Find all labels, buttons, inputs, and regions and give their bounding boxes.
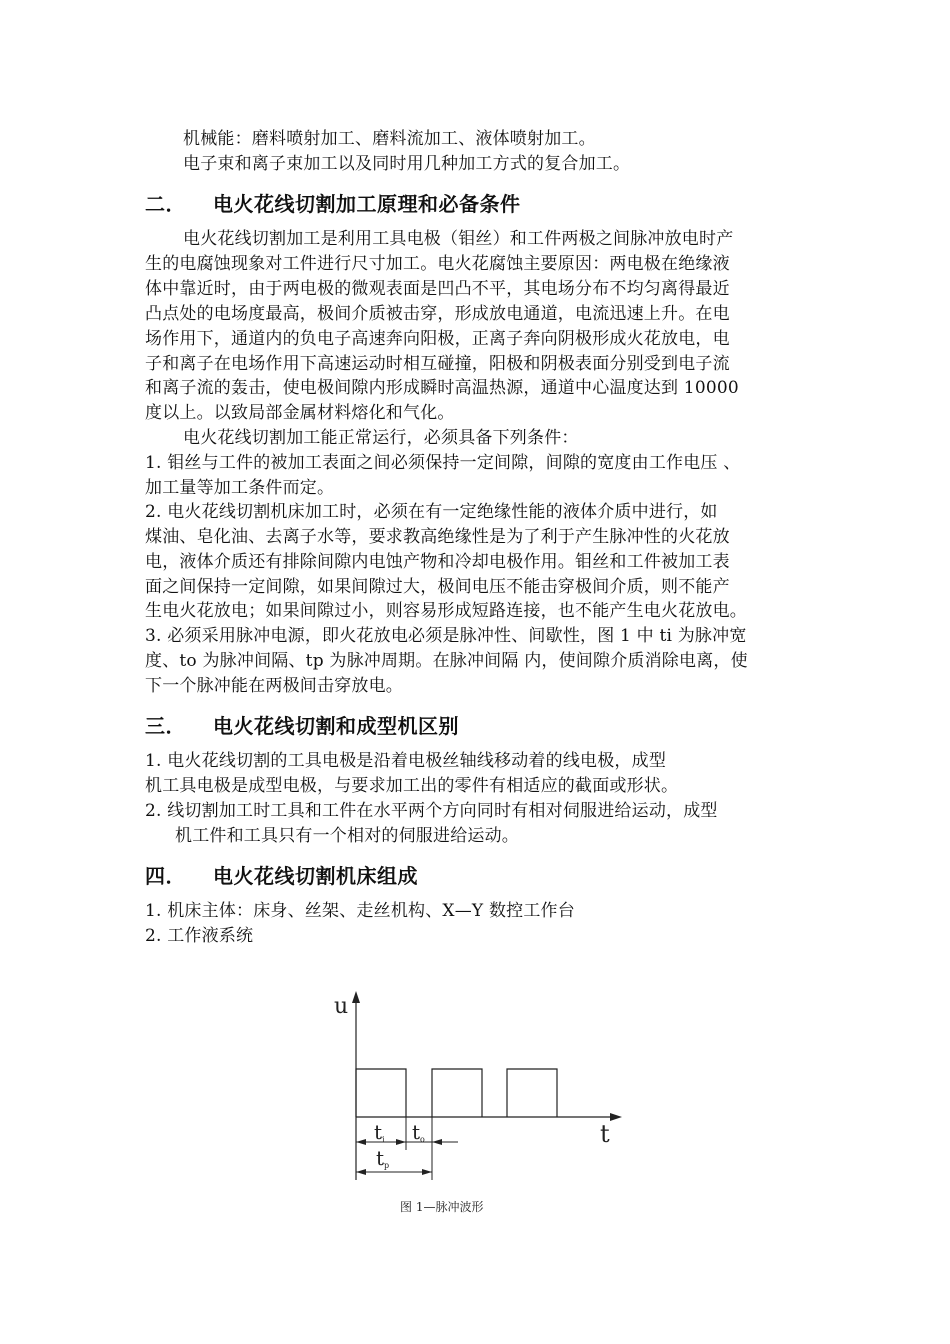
section-number: 四． bbox=[145, 864, 186, 888]
section-heading-4 bbox=[145, 860, 418, 889]
section-title: 电火花线切割和成型机区别 bbox=[213, 714, 459, 738]
paragraph-line: 加工量等加工条件而定。 bbox=[145, 478, 335, 498]
list-item: 2. 工作液系统 bbox=[145, 926, 254, 946]
paragraph-line: 机工件和工具只有一个相对的伺服进给运动。 bbox=[175, 826, 519, 846]
pulse-2 bbox=[432, 1069, 482, 1117]
list-item: 3. 必须采用脉冲电源，即火花放电必须是脉冲性、间歇性，图 1 中 ti 为脉冲宽 bbox=[145, 626, 747, 646]
paragraph-line: 体中靠近时，由于两电极的微观表面是凹凸不平，其电场分布不均匀离得最近 bbox=[145, 279, 730, 299]
paragraph-line: 生电火花放电；如果间隙过小，则容易形成短路连接，也不能产生电火花放电。 bbox=[145, 601, 747, 621]
y-axis-arrow bbox=[352, 991, 360, 1003]
paragraph-line: 场作用下，通道内的负电子高速奔向阳极，正离子奔向阴极形成火花放电，电 bbox=[145, 329, 730, 349]
list-item: 2. 线切割加工时工具和工件在水平两个方向同时有相对伺服进给运动，成型 bbox=[145, 801, 718, 821]
paragraph-line: 电火花线切割加工能正常运行，必须具备下列条件： bbox=[183, 428, 579, 448]
paragraph-line: 度以上。以致局部金属材料熔化和气化。 bbox=[145, 403, 455, 423]
list-item: 1. 电火花线切割的工具电极是沿着电极丝轴线移动着的线电极，成型 bbox=[145, 751, 667, 771]
y-axis-label: u bbox=[334, 994, 349, 1019]
section-title: 电火花线切割加工原理和必备条件 bbox=[213, 192, 521, 216]
list-item: 1. 机床主体：床身、丝架、走丝机构、X—Y 数控工作台 bbox=[145, 901, 575, 921]
paragraph-line: 度、to 为脉冲间隔、tp 为脉冲周期。在脉冲间隔 内，使间隙介质消除电离，使 bbox=[145, 651, 748, 671]
paragraph-line: 电火花线切割加工是利用工具电极（钼丝）和工件两极之间脉冲放电时产 bbox=[183, 229, 734, 249]
list-item: 1. 钼丝与工件的被加工表面之间必须保持一定间隙，间隙的宽度由工作电压 、 bbox=[145, 453, 741, 473]
x-axis-label: t bbox=[600, 1120, 610, 1148]
tp-label: tp bbox=[376, 1146, 390, 1170]
paragraph-line: 和离子流的轰击，使电极间隙内形成瞬时高温热源，通道中心温度达到 10000 bbox=[145, 378, 739, 398]
list-item: 2. 电火花线切割机床加工时，必须在有一定绝缘性能的液体介质中进行，如 bbox=[145, 502, 718, 522]
section-heading-3 bbox=[145, 710, 459, 739]
paragraph-line: 下一个脉冲能在两极间击穿放电。 bbox=[145, 676, 403, 696]
pulse-1 bbox=[356, 1069, 406, 1117]
section-number: 二． bbox=[145, 192, 186, 216]
paragraph-line: 机械能：磨料喷射加工、磨料流加工、液体喷射加工。 bbox=[183, 129, 596, 149]
x-axis-arrow bbox=[610, 1113, 622, 1121]
pulse-3 bbox=[507, 1069, 557, 1117]
figure-caption: 图 1—脉冲波形 bbox=[400, 1200, 484, 1214]
paragraph-line: 电，液体介质还有排除间隙内电蚀产物和冷却电极作用。钼丝和工件被加工表 bbox=[145, 552, 730, 572]
paragraph-line: 凸点处的电场度最高，极间介质被击穿，形成放电通道，电流迅速上升。在电 bbox=[145, 304, 730, 324]
to-label: to bbox=[412, 1120, 425, 1144]
pulse-waveform-figure bbox=[320, 985, 630, 1185]
paragraph-line: 面之间保持一定间隙，如果间隙过大，极间电压不能击穿极间介质，则不能产 bbox=[145, 577, 730, 597]
section-heading-2 bbox=[145, 188, 521, 217]
paragraph-line: 生的电腐蚀现象对工件进行尺寸加工。电火花腐蚀主要原因：两电极在绝缘液 bbox=[145, 254, 730, 274]
section-title: 电火花线切割机床组成 bbox=[213, 864, 418, 888]
section-number: 三． bbox=[145, 714, 186, 738]
ti-label: ti bbox=[374, 1120, 385, 1144]
paragraph-line: 电子束和离子束加工以及同时用几种加工方式的复合加工。 bbox=[183, 154, 631, 174]
paragraph-line: 子和离子在电场作用下高速运动时相互碰撞，阳极和阴极表面分别受到电子流 bbox=[145, 354, 730, 374]
paragraph-line: 煤油、皂化油、去离子水等，要求教高绝缘性是为了利于产生脉冲性的火花放 bbox=[145, 527, 730, 547]
paragraph-line: 机工具电极是成型电极，与要求加工出的零件有相适应的截面或形状。 bbox=[145, 776, 679, 796]
